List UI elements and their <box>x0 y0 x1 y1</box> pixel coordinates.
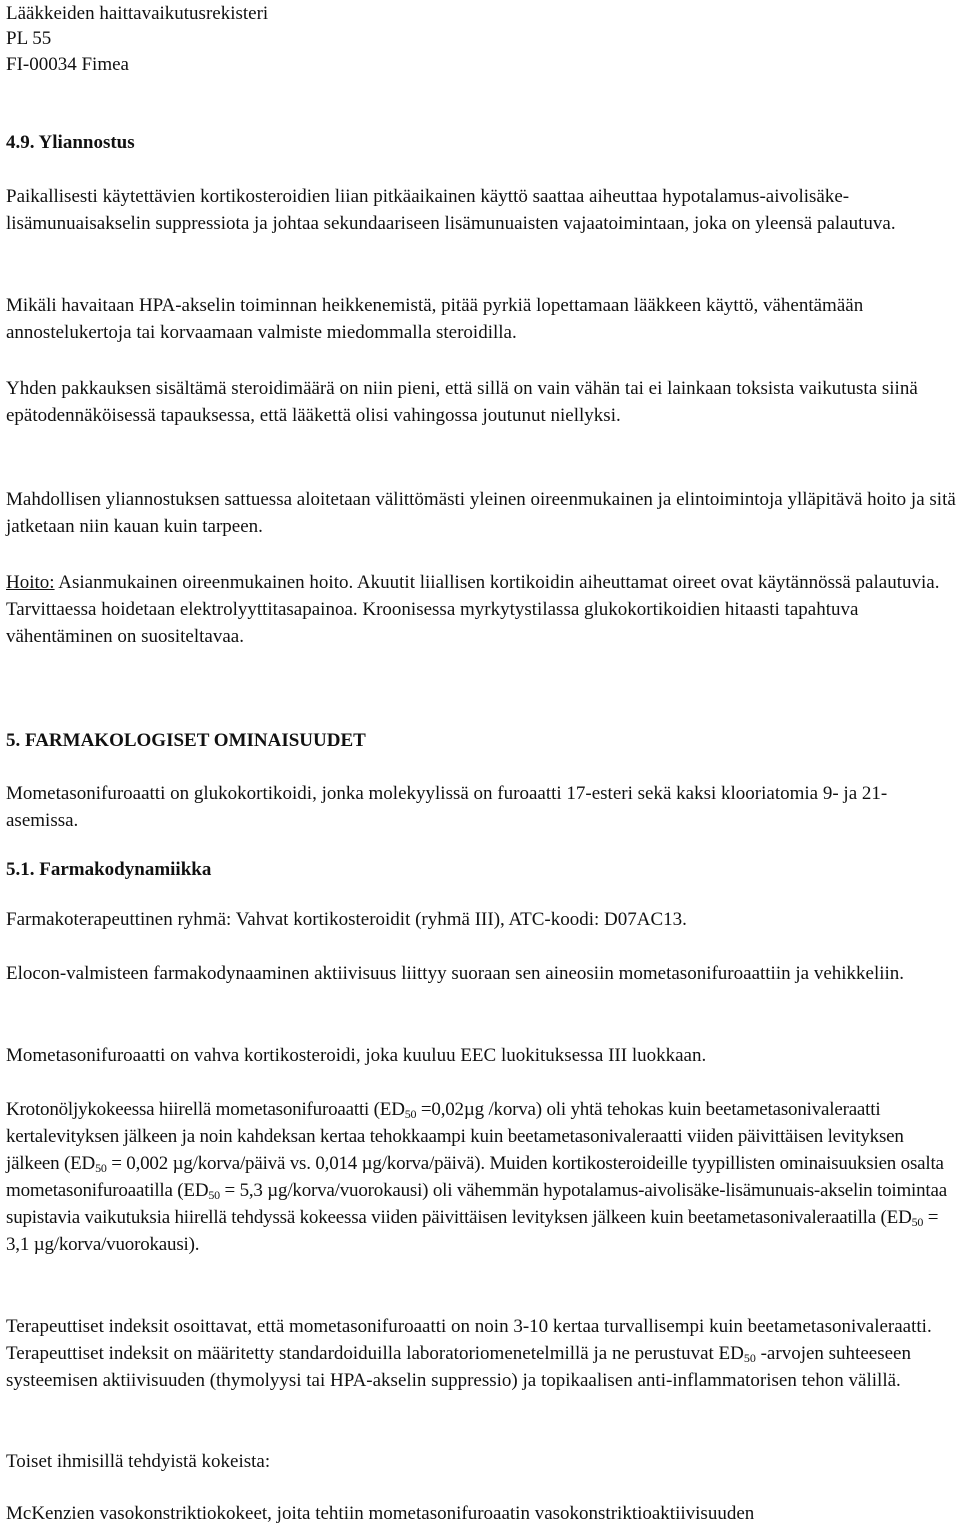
paragraph-croton-oil: Krotonöljykokeessa hiirellä mometasonifuroaatti ($ED_{50} =0,02\mu g$ /korva) oli yhtä tehokas kuin beetametasonivaleraatti kertalevityksen jälkeen ja noin kahdeksan kertaa tehokkaampi kuin beetametasonivaleraatti viiden päivittäisen levityksen jälkeen ($ED_{50} = 0,002$ µg/korva/päivä vs. 0,014 µg/korva/päivä). Muiden kortikosteroideille tyypillisten ominaisuuksien osalta mometasonifuroaatilla ($ED_{50} = 5,3$ µg/korva/vuorokausi) oli vähemmän hypotalamus-aivolisäke-lisämunuais-akselin toimintaa supistavia vaikutuksia hiirellä tehdyssä kokeessa viiden päivittäisen levityksen jälkeen kuin beetametasonivaleraatilla ($ED_{50} = 3,1$ µg/korva/vuorokausi). <box>6 1099 947 1255</box>
header-line-registry: Lääkkeiden haittavaikutusrekisteri <box>6 3 269 24</box>
paragraph-overdose-4: Mahdollisen yliannostuksen sattuessa aloitetaan välittömästi yleinen oireenmukainen ja elintoimintoja ylläpitävä hoito ja sitä jatketaan niin kauan kuin tarpeen. <box>6 489 956 537</box>
heading-5-1: 5.1. Farmakodynamiikka <box>6 859 212 880</box>
paragraph-overdose-2: Mikäli havaitaan HPA-akselin toiminnan heikkenemistä, pitää pyrkiä lopettamaan lääkkeen käyttö, vähentämään annostelukertoja tai korvaamaan valmiste miedommalla steroidilla. <box>6 295 864 343</box>
paragraph-activity: Elocon-valmisteen farmakodynaaminen aktiivisuus liittyy suoraan sen aineosiin mometasonifuroaattiin ja vehikkeliin. <box>6 963 905 984</box>
paragraph-overdose-1: Paikallisesti käytettävien kortikosteroidien liian pitkäaikainen käyttö saattaa aiheuttaa hypotalamus-aivolisäke-lisämunuaisakselin suppressiota ja johtaa sekundaariseen lisämunuaisten vajaatoimintaan, joka on yleensä palautuva. <box>6 186 896 234</box>
paragraph-mckenzie: McKenzien vasokonstriktiokokeet, joita tehtiin mometasonifuroaatin vasokonstriktioaktiivisuuden <box>6 1503 755 1524</box>
heading-4-9: 4.9. Yliannostus <box>6 132 135 153</box>
paragraph-pharmacology: Mometasonifuroaatti on glukokortikoidi, jonka molekyylissä on furoaatti 17-esteri sekä kaksi klooriatomia 9- ja 21-asemissa. <box>6 783 888 831</box>
heading-5: 5. FARMAKOLOGISET OMINAISUUDET <box>6 730 366 751</box>
paragraph-human-studies: Toiset ihmisillä tehdyistä kokeista: <box>6 1451 271 1472</box>
treatment-text: Asianmukainen oireenmukainen hoito. Akuutit liiallisen kortikoidin aiheuttamat oireet ovat käytännössä palautuvia. Tarvittaessa hoidetaan elektrolyyttitasapainoa. Kroonisessa myrkytystilassa glukokortikoidien hitaasti tapahtuva vähentäminen on suositeltavaa. <box>6 572 940 647</box>
header-line-postal: FI-00034 Fimea <box>6 54 129 75</box>
paragraph-treatment <box>6 569 956 650</box>
paragraph-overdose-3: Yhden pakkauksen sisältämä steroidimäärä on niin pieni, että sillä on vain vähän tai ei lainkaan toksista vaikutusta siinä epätodennäköisessä tapauksessa, että lääkettä olisi vahingossa joutunut niellyksi. <box>6 378 918 426</box>
header-line-po-box: PL 55 <box>6 28 52 49</box>
paragraph-atc: Farmakoterapeuttinen ryhmä: Vahvat kortikosteroidit (ryhmä III), ATC-koodi: D07AC13. <box>6 909 687 930</box>
treatment-label: Hoito: <box>6 572 55 593</box>
paragraph-therapeutic-index: Terapeuttiset indeksit osoittavat, että mometasonifuroaatti on noin 3-10 kertaa turvallisempi kuin beetametasonivaleraatti. Terapeuttiset indeksit on määritetty standardoiduilla laboratoriomenetelmillä ja ne perustuvat $ED_{50}$ -arvojen suhteeseen systeemisen aktiivisuuden (thymolyysi tai HPA-akselin suppressio) ja topikaalisen anti-inflammatorisen tehon välillä. <box>6 1316 932 1391</box>
paragraph-classification: Mometasonifuroaatti on vahva kortikosteroidi, joka kuuluu EEC luokituksessa III luokkaan. <box>6 1045 707 1066</box>
